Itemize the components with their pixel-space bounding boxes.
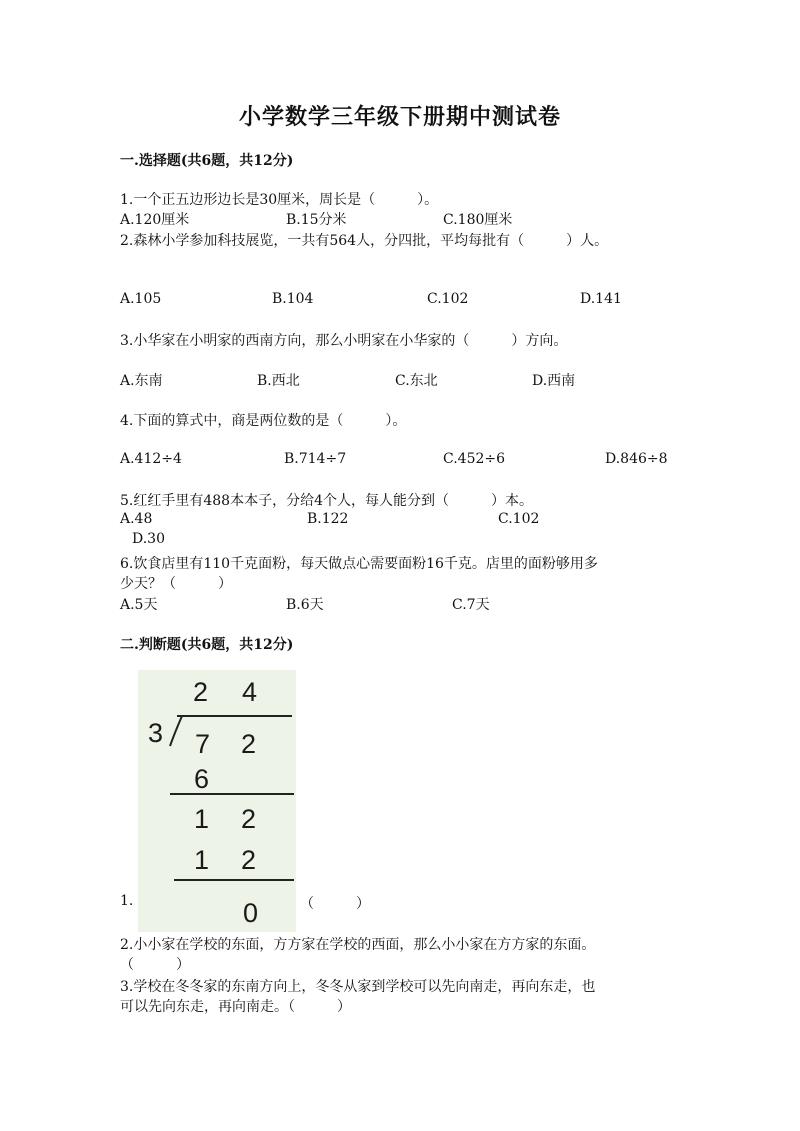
quotient-digit-1: 2 [193,677,209,707]
divisor: 3 [148,718,164,748]
q4-option-a[interactable]: A.412÷4 [120,451,182,467]
q1-option-a[interactable]: A.120厘米 [120,212,190,228]
q2-option-c[interactable]: C.102 [427,291,469,307]
q5-option-b[interactable]: B.122 [307,511,349,527]
q6-option-a[interactable]: A.5天 [120,597,158,613]
section-heading-choice: 一.选择题(共6题，共12分) [120,153,294,169]
section-heading-judgment: 二.判断题(共6题，共12分) [120,637,294,653]
remainder1-digit-2: 2 [241,804,257,834]
judgment-q1-number: 1. [120,893,134,909]
q6-option-b[interactable]: B.6天 [286,597,324,613]
judgment-q2-line-2[interactable]: （ ） [120,957,190,973]
division-bracket [170,716,182,746]
question-3: 3.小华家在小明家的西南方向，那么小明家在小华家的（ ）方向。 [120,333,568,349]
dividend-digit-2: 2 [241,729,257,759]
q6-option-c[interactable]: C.7天 [452,597,490,613]
question-1: 1.一个正五边形边长是30厘米，周长是（ ）。 [120,192,439,208]
question-2: 2.森林小学参加科技展览，一共有564人，分四批，平均每批有（ ）人。 [120,233,609,249]
q4-option-c[interactable]: C.452÷6 [443,451,506,467]
q2-option-a[interactable]: A.105 [120,291,162,307]
q2-option-b[interactable]: B.104 [272,291,314,307]
q5-option-c[interactable]: C.102 [498,511,540,527]
long-division-image [138,670,296,932]
question-4: 4.下面的算式中，商是两位数的是（ ）。 [120,413,407,429]
page-title: 小学数学三年级下册期中测试卷 [238,104,561,130]
step1-product: 6 [194,764,210,794]
q1-option-c[interactable]: C.180厘米 [443,212,513,228]
q4-option-d[interactable]: D.846÷8 [605,451,668,467]
q1-option-b[interactable]: B.15分米 [286,212,347,228]
judgment-q2-line-1: 2.小小家在学校的东面，方方家在学校的西面，那么小小家在方方家的东面。 [120,937,596,953]
q5-option-a[interactable]: A.48 [120,511,153,527]
judgment-q1-blank[interactable]: （ ） [300,896,370,912]
final-remainder: 0 [243,898,259,928]
question-6-line-1: 6.饮食店里有110千克面粉，每天做点心需要面粉16千克。店里的面粉够用多 [120,556,598,572]
step2-digit-1: 1 [194,845,210,875]
q2-option-d[interactable]: D.141 [580,291,622,307]
q3-option-d[interactable]: D.西南 [532,373,576,389]
dividend-digit-1: 7 [195,729,211,759]
q3-option-c[interactable]: C.东北 [395,373,438,389]
step2-digit-2: 2 [241,845,257,875]
q3-option-b[interactable]: B.西北 [257,373,300,389]
q3-option-a[interactable]: A.东南 [120,373,163,389]
remainder1-digit-1: 1 [194,804,210,834]
judgment-q3-line-1: 3.学校在冬冬家的东南方向上，冬冬从家到学校可以先向南走，再向东走，也 [120,979,596,995]
question-5: 5.红红手里有488本本子，分给4个人，每人能分到（ ）本。 [120,493,533,509]
judgment-q3-line-2: 可以先向东走，再向南走。（ ） [120,999,351,1015]
q5-option-d[interactable]: D.30 [132,531,165,547]
quotient-digit-2: 4 [242,677,258,707]
question-6-line-2: 少天？（ ） [120,576,232,592]
q4-option-b[interactable]: B.714÷7 [284,451,347,467]
